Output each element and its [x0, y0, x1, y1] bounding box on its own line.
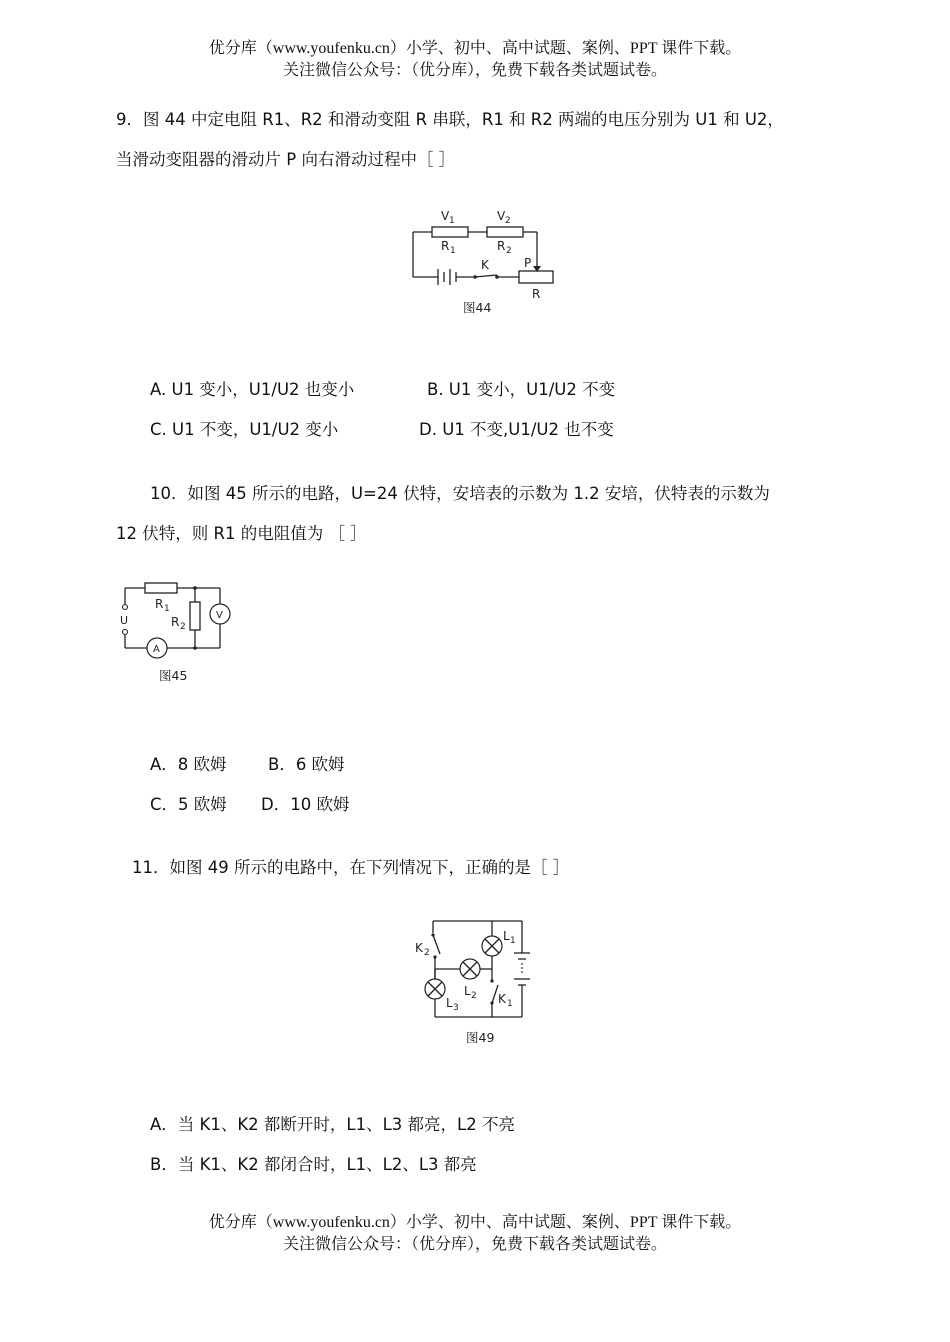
- label-r1: R: [155, 597, 164, 611]
- svg-text:1: 1: [510, 936, 516, 946]
- label-r2: R: [497, 239, 506, 253]
- q10-option-b: B．6 欧姆: [268, 755, 345, 774]
- svg-text:3: 3: [453, 1003, 459, 1013]
- page-header-line2: 关注微信公众号：（优分库），免费下载各类试题试卷。: [282, 62, 667, 79]
- figure-44-caption: 图44: [463, 300, 492, 315]
- svg-text:2: 2: [424, 948, 430, 958]
- q10-option-d: D．10 欧姆: [261, 795, 350, 814]
- label-r: R: [532, 287, 541, 301]
- label-k: K: [481, 258, 489, 272]
- q11-text-line1: 11．如图 49 所示的电路中，在下列情况下，正确的是［ ］: [132, 858, 570, 877]
- label-k2: K: [415, 941, 423, 955]
- label-v2: V: [497, 209, 506, 223]
- label-a: A: [153, 644, 160, 655]
- resistor-r2: [190, 602, 200, 630]
- figure-45-caption: 图45: [159, 668, 188, 683]
- figure-44-circuit: [405, 205, 565, 320]
- label-l3: L: [446, 996, 453, 1010]
- resistor-r2: [487, 227, 523, 237]
- page-footer-line1: 优分库（www.youfenku.cn）小学、初中、高中试题、案例、PPT 课件下载。: [208, 1214, 742, 1231]
- svg-text:1: 1: [507, 999, 513, 1009]
- svg-text:2: 2: [180, 622, 186, 632]
- q9-text-line2: 当滑动变阻器的滑动片 P 向右滑动过程中［ ］: [116, 150, 456, 169]
- label-k1: K: [498, 992, 506, 1006]
- resistor-r1: [432, 227, 468, 237]
- label-r2: R: [171, 615, 180, 629]
- figure-49-circuit: [410, 915, 545, 1050]
- svg-text:2: 2: [471, 991, 477, 1001]
- q9-option-c: C. U1 不变，U1/U2 变小: [150, 420, 339, 439]
- q10-option-a: A．8 欧姆: [150, 755, 227, 774]
- svg-text:1: 1: [450, 246, 456, 256]
- label-l1: L: [503, 929, 510, 943]
- q9-option-a: A. U1 变小，U1/U2 也变小: [150, 380, 355, 399]
- q11-option-a: A．当 K1、K2 都断开时，L1、L3 都亮，L2 不亮: [150, 1115, 515, 1134]
- q10-text-line2: 12 伏特，则 R1 的电阻值为 ［ ］: [116, 524, 367, 543]
- label-p: P: [524, 256, 532, 270]
- svg-text:1: 1: [164, 604, 170, 614]
- label-r1: R: [441, 239, 450, 253]
- figure-45-circuit: [115, 580, 245, 685]
- q10-text-line1: 10．如图 45 所示的电路，U=24 伏特，安培表的示数为 1.2 安培，伏特表的示数为: [150, 484, 770, 503]
- svg-text:2: 2: [505, 216, 511, 226]
- page-header-line1: 优分库（www.youfenku.cn）小学、初中、高中试题、案例、PPT 课件下载。: [208, 40, 742, 57]
- label-v: V: [216, 610, 223, 621]
- q10-option-c: C．5 欧姆: [150, 795, 227, 814]
- resistor-r1: [145, 583, 177, 593]
- figure-49-caption: 图49: [466, 1030, 495, 1045]
- label-l2: L: [464, 984, 471, 998]
- q9-option-d: D. U1 不变,U1/U2 也不变: [419, 420, 614, 439]
- svg-text:1: 1: [449, 216, 455, 226]
- label-v1: V: [441, 209, 450, 223]
- q9-text-line1: 9．图 44 中定电阻 R1、R2 和滑动变阻 R 串联，R1 和 R2 两端的电压分别为 U1 和 U2，: [116, 110, 784, 129]
- svg-text:2: 2: [506, 246, 512, 256]
- q11-option-b: B．当 K1、K2 都闭合时，L1、L2、L3 都亮: [150, 1155, 477, 1174]
- label-u: U: [120, 614, 129, 627]
- rheostat-r: [519, 271, 553, 283]
- q9-option-b: B. U1 变小，U1/U2 不变: [427, 380, 616, 399]
- page-footer-line2: 关注微信公众号：（优分库），免费下载各类试题试卷。: [282, 1236, 667, 1253]
